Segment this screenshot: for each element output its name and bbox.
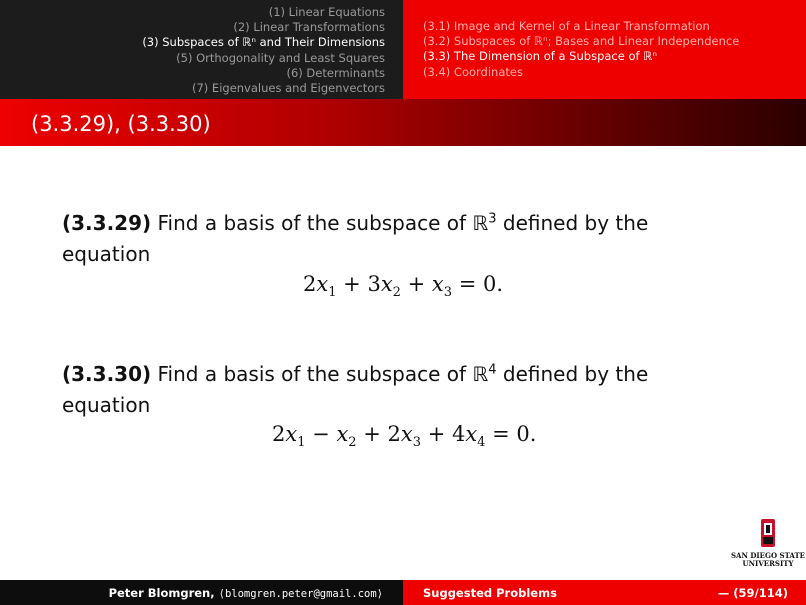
- header: [0, 0, 806, 99]
- problem-number: (3.3.30): [62, 362, 152, 386]
- section-link-determinants[interactable]: (6) Determinants: [286, 65, 385, 80]
- problem-text-cont: defined by the equation: [62, 362, 649, 417]
- equation-3-3-29: $2x_1 + 3x_2 + x_3 = 0$.: [303, 272, 503, 301]
- problem-text: Find a basis of the subspace of ℝ: [157, 211, 489, 235]
- equation-3-3-30: $2x_1 - x_2 + 2x_3 + 4x_4 = 0$.: [272, 422, 537, 451]
- footer-topic: Suggested Problems: [423, 586, 557, 600]
- footer-author: [0, 580, 403, 605]
- slide-title: (3.3.29), (3.3.30): [31, 112, 211, 136]
- section-link-linear-equations[interactable]: (1) Linear Equations: [268, 5, 385, 19]
- subsection-link-bases[interactable]: (3.2) Subspaces of ℝⁿ; Bases and Linear Independence: [423, 34, 740, 49]
- exponent: 3: [488, 211, 497, 227]
- author-name: Peter Blomgren,: [108, 586, 219, 600]
- footer-info: [403, 580, 806, 605]
- section-link-linear-transformations[interactable]: (2) Linear Transformations: [233, 20, 385, 35]
- problem-number: (3.3.29): [62, 211, 152, 235]
- footer: [0, 580, 806, 605]
- subsection-link-coordinates[interactable]: (3.4) Coordinates: [423, 64, 523, 79]
- logo-line2: UNIVERSITY: [742, 559, 794, 568]
- sdsu-logo: [731, 519, 805, 571]
- problem-3-3-30: [62, 359, 702, 421]
- problem-3-3-29: [62, 208, 702, 270]
- section-link-eigenvalues[interactable]: (7) Eigenvalues and Eigenvectors: [191, 81, 385, 96]
- problem-text: Find a basis of the subspace of ℝ: [157, 362, 489, 386]
- slide-title-bar: [0, 99, 806, 146]
- exponent: 4: [488, 362, 497, 378]
- subsection-link-dimension[interactable]: (3.3) The Dimension of a Subspace of ℝⁿ: [423, 49, 657, 64]
- section-nav: [0, 0, 403, 99]
- problem-text-cont: defined by the equation: [62, 211, 649, 266]
- section-link-orthogonality[interactable]: (5) Orthogonality and Least Squares: [176, 50, 385, 65]
- subsection-nav: [403, 0, 806, 99]
- section-link-subspaces[interactable]: (3) Subspaces of ℝⁿ and Their Dimensions: [142, 35, 385, 50]
- author-email[interactable]: ⟨blomgren.peter@gmail.com⟩: [218, 588, 383, 600]
- slide-content: [0, 146, 806, 579]
- logo-line1: SAN DIEGO STATE: [731, 551, 805, 560]
- page-counter: — (59/114): [717, 586, 788, 600]
- sdsu-crest-icon: [731, 519, 805, 571]
- subsection-link-image-kernel[interactable]: (3.1) Image and Kernel of a Linear Transformation: [423, 19, 710, 33]
